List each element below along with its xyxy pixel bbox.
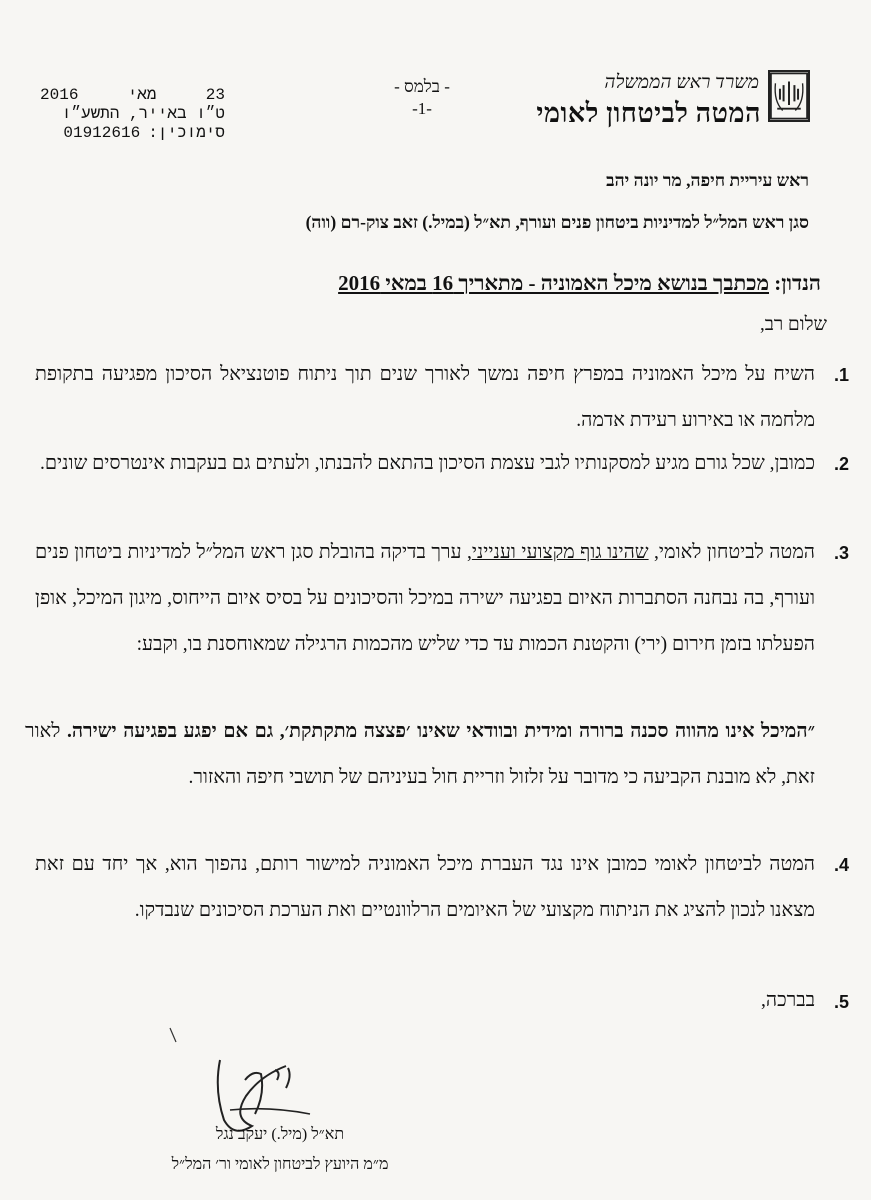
date-month: מאי bbox=[127, 86, 157, 104]
paragraph-3 bbox=[35, 530, 849, 668]
paragraph-text: השיח על מיכל האמוניה במפרץ חיפה נמשך לאורך שנים תוך ניתוח פוטנציאל הסיכון מפגיעה בתקופת מלחמה או באירוע רעידת אדמה. bbox=[35, 364, 815, 431]
classification bbox=[372, 76, 472, 120]
paragraph-number: 1. bbox=[833, 365, 849, 385]
subject-line bbox=[338, 271, 821, 296]
office-name: המטה לביטחון לאומי bbox=[536, 98, 761, 128]
signer-name: תא״ל (מיל.) יעקב נגל bbox=[215, 1126, 345, 1143]
date-day: 23 bbox=[205, 86, 225, 104]
paragraph-text-end: , ערך בדיקה בהובלת סגן ראש המל״ל למדיניות ביטחון פנים ועורף, בה נבחנה הסתברות האיום בפגיעה ישירה במיכל והסיכונים על בסיס איום הייחוס, מיגון המיכל, אופן הפעלתו בזמן חירום (ירי) והקטנת הכמות עד כדי שליש מהכמות הרגילה שמאוחסנת בו, וקבע: bbox=[35, 542, 815, 655]
reference-label: סימוכין: bbox=[148, 124, 225, 142]
subject-text: מכתבך בנושא מיכל האמוניה - מתאריך 16 במאי 2016 bbox=[338, 271, 770, 295]
date-year: 2016 bbox=[40, 86, 79, 104]
paragraph-4 bbox=[35, 842, 849, 934]
paragraph-number: 2. bbox=[833, 454, 849, 474]
greeting: שלום רב, bbox=[759, 314, 827, 335]
quote-rest: לאור זאת, לא מובנת הקביעה כי מדובר על זלזול וזריית חול בעיניהם של תושבי חיפה והאזור. bbox=[25, 721, 815, 788]
addressee-2: סגן ראש המל״ל למדיניות ביטחון פנים ועורף, תא״ל (במיל.) זאב צוק-רם (ווה) bbox=[305, 212, 809, 232]
quote-bold: ״המיכל אינו מהווה סכנה ברורה ומידית ובוודאי שאינו ׳פצצה מתקתקת׳, גם אם יפגע בפגיעה ישירה. bbox=[66, 721, 815, 742]
paragraph-number: 3. bbox=[833, 543, 849, 563]
paragraph-text: המטה לביטחון לאומי כמובן אינו נגד העברת מיכל האמוניה למישור רותם, נהפוך הוא, אך יחד עם זאת מצאנו לנכון להציג את הניתוח מקצועי של האיומים הרלוונטיים ואת הערכת הסיכונים שנבדקו. bbox=[35, 854, 815, 921]
paragraph-text: כמובן, שכל גורם מגיע למסקנותיו לגבי עצמת הסיכון בהתאם להבנתו, ולעתים גם בעקבות אינטרסים שונים. bbox=[39, 453, 815, 474]
closing-text: בברכה, bbox=[761, 990, 815, 1011]
underlined-phrase: שהינו גוף מקצועי וענייני bbox=[471, 542, 649, 563]
date-hebrew: ט״ו באייר, התשע״ו bbox=[61, 105, 225, 123]
quoted-finding bbox=[25, 709, 815, 801]
subject-label: הנדון: bbox=[774, 271, 821, 295]
paragraph-number: 4. bbox=[833, 855, 849, 875]
classification-label: - בלמס - bbox=[394, 77, 450, 96]
signer-title: מ״מ היועץ לביטחון לאומי ור׳ המל״ל bbox=[171, 1156, 389, 1173]
paragraph-text-start: המטה לביטחון לאומי, bbox=[648, 542, 815, 563]
paragraph-2 bbox=[35, 441, 849, 487]
page-number: -1- bbox=[412, 99, 432, 118]
reference-number: 01912616 bbox=[63, 124, 141, 142]
date-block bbox=[40, 86, 225, 143]
paragraph-1 bbox=[35, 352, 849, 444]
ministry-name: משרד ראש הממשלה bbox=[604, 72, 759, 93]
closing bbox=[761, 990, 849, 1012]
signer-block bbox=[130, 1120, 430, 1180]
addressee-1: ראש עיריית חיפה, מר יונה יהב bbox=[606, 170, 809, 190]
paragraph-number: 5. bbox=[833, 992, 849, 1012]
state-emblem-icon bbox=[768, 70, 810, 122]
